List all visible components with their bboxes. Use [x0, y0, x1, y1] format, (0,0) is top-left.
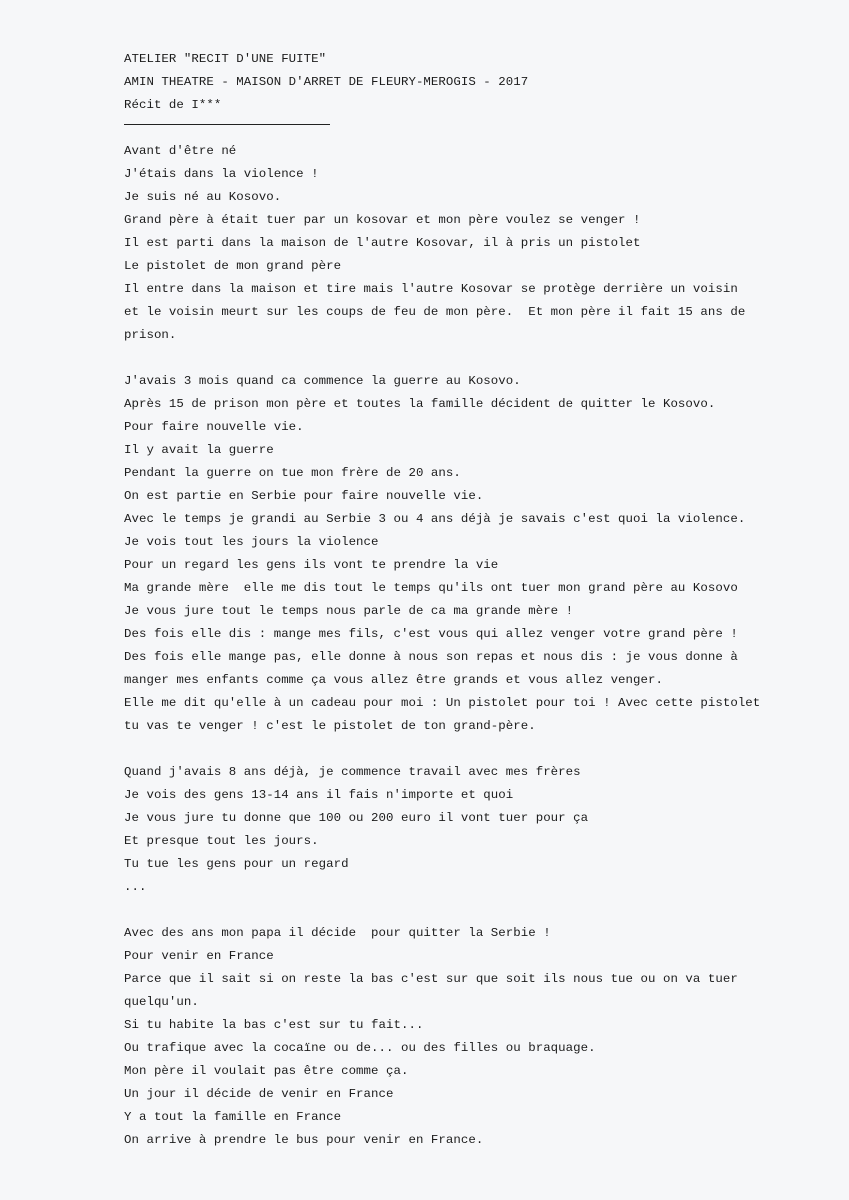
text-line: Je suis né au Kosovo.: [124, 190, 282, 204]
text-line: Si tu habite la bas c'est sur tu fait...: [124, 1018, 424, 1032]
text-line: Parce que il sait si on reste la bas c'est sur que soit ils nous tue ou on va tuer: [124, 972, 738, 986]
text-line: On est partie en Serbie pour faire nouvelle vie.: [124, 489, 484, 503]
text-line: Avec le temps je grandi au Serbie 3 ou 4 ans déjà je savais c'est quoi la violence.: [124, 512, 746, 526]
text-line: Je vous jure tu donne que 100 ou 200 euro il vont tuer pour ça: [124, 811, 589, 825]
header-story-author: Récit de I***: [124, 98, 222, 112]
text-line: Pendant la guerre on tue mon frère de 20 ans.: [124, 466, 461, 480]
text-line: Pour un regard les gens ils vont te prendre la vie: [124, 558, 499, 572]
text-line: tu vas te venger ! c'est le pistolet de ton grand-père.: [124, 719, 536, 733]
text-line: Des fois elle dis : mange mes fils, c'est vous qui allez venger votre grand père !: [124, 627, 738, 641]
text-line: et le voisin meurt sur les coups de feu de mon père. Et mon père il fait 15 ans de: [124, 305, 746, 319]
text-line: Je vois des gens 13-14 ans il fais n'importe et quoi: [124, 788, 514, 802]
text-line: Mon père il voulait pas être comme ça.: [124, 1064, 409, 1078]
header-divider: [124, 124, 330, 125]
paragraph-spacer: [124, 738, 760, 761]
paragraph: [124, 370, 760, 738]
paragraph-spacer: [124, 347, 760, 370]
text-line: J'avais 3 mois quand ca commence la guerre au Kosovo.: [124, 374, 521, 388]
text-line: ...: [124, 880, 147, 894]
text-line: Il est parti dans la maison de l'autre Kosovar, il à pris un pistolet: [124, 236, 641, 250]
text-line: Pour faire nouvelle vie.: [124, 420, 304, 434]
text-line: Il y avait la guerre: [124, 443, 274, 457]
text-line: Ma grande mère elle me dis tout le temps qu'ils ont tuer mon grand père au Kosovo: [124, 581, 738, 595]
text-line: Avec des ans mon papa il décide pour quitter la Serbie !: [124, 926, 551, 940]
text-line: Tu tue les gens pour un regard: [124, 857, 349, 871]
header-theatre-line: AMIN THEATRE - MAISON D'ARRET DE FLEURY-MEROGIS - 2017: [124, 75, 529, 89]
paragraph: [124, 140, 760, 347]
document-header: [124, 48, 528, 117]
text-line: manger mes enfants comme ça vous allez être grands et vous allez venger.: [124, 673, 663, 687]
text-line: Elle me dit qu'elle à un cadeau pour moi : Un pistolet pour toi ! Avec cette pistolet: [124, 696, 761, 710]
text-line: Avant d'être né: [124, 144, 237, 158]
text-line: Ou trafique avec la cocaïne ou de... ou des filles ou braquage.: [124, 1041, 596, 1055]
text-line: Pour venir en France: [124, 949, 274, 963]
text-line: Un jour il décide de venir en France: [124, 1087, 394, 1101]
text-line: Il entre dans la maison et tire mais l'autre Kosovar se protège derrière un voisin: [124, 282, 738, 296]
paragraph-spacer: [124, 899, 760, 922]
paragraph: [124, 922, 760, 1152]
text-line: Je vois tout les jours la violence: [124, 535, 379, 549]
text-line: Le pistolet de mon grand père: [124, 259, 342, 273]
paragraph: [124, 761, 760, 899]
text-line: quelqu'un.: [124, 995, 199, 1009]
text-line: Y a tout la famille en France: [124, 1110, 342, 1124]
text-line: Et presque tout les jours.: [124, 834, 319, 848]
text-line: Des fois elle mange pas, elle donne à nous son repas et nous dis : je vous donne à: [124, 650, 738, 664]
document-body: [124, 140, 760, 1152]
text-line: Après 15 de prison mon père et toutes la famille décident de quitter le Kosovo.: [124, 397, 716, 411]
text-line: On arrive à prendre le bus pour venir en France.: [124, 1133, 484, 1147]
text-line: Je vous jure tout le temps nous parle de ca ma grande mère !: [124, 604, 574, 618]
text-line: prison.: [124, 328, 177, 342]
header-workshop-title: ATELIER "RECIT D'UNE FUITE": [124, 52, 327, 66]
text-line: J'étais dans la violence !: [124, 167, 319, 181]
text-line: Quand j'avais 8 ans déjà, je commence travail avec mes frères: [124, 765, 581, 779]
text-line: Grand père à était tuer par un kosovar et mon père voulez se venger !: [124, 213, 641, 227]
